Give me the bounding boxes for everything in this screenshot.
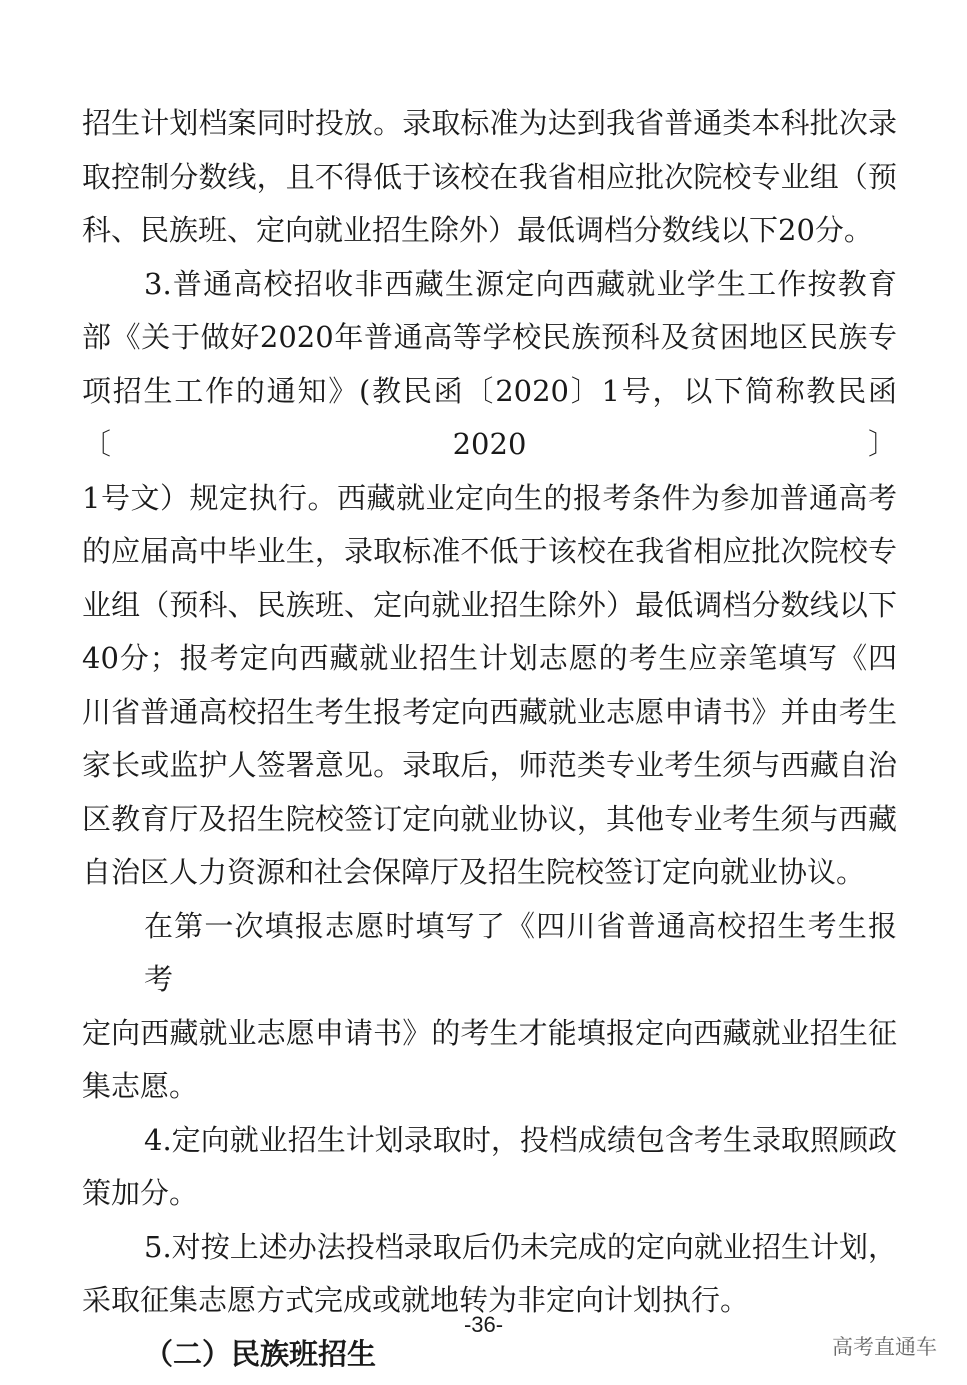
text-line: 部《关于做好2020年普通高等学校民族预科及贫困地区民族专 [82,320,897,354]
text-line: 40分；报考定向西藏就业招生计划志愿的考生应亲笔填写《四 [82,641,897,675]
text-line: 川省普通高校招生考生报考定向西藏就业志愿申请书》并由考生 [82,694,897,729]
paragraph-5-start: 5.对按上述办法投档录取后仍未完成的定向就业招生计划， [144,1229,897,1264]
text-line: 区教育厅及招生院校签订定向就业协议，其他专业考生须与西藏 [82,801,897,836]
document-body [82,97,897,1381]
text-line: 家长或监护人签署意见。录取后，师范类专业考生须与西藏自治 [82,748,897,782]
page-number: -36- [463,1312,504,1337]
text-line: 取控制分数线，且不得低于该校在我省相应批次院校专业组（预 [82,159,897,194]
paragraph-start: 在第一次填报志愿时填写了《四川省普通高校招生考生报考 [144,908,897,996]
text-line: 科、民族班、定向就业招生除外）最低调档分数线以下20分。 [82,213,873,247]
text-line: 自治区人力资源和社会保障厅及招生院校签订定向就业协议。 [82,855,866,889]
watermark: 高考直通车 [832,1335,937,1359]
text-line: 采取征集志愿方式完成或就地转为非定向计划执行。 [82,1283,750,1317]
section-heading: （二）民族班招生 [144,1336,377,1371]
text-line: 1号文）规定执行。西藏就业定向生的报考条件为参加普通高考 [82,480,897,515]
text-line: 定向西藏就业志愿申请书》的考生才能填报定向西藏就业招生征 [82,1015,897,1050]
paragraph-4-start: 4.定向就业招生计划录取时，投档成绩包含考生录取照顾政 [144,1122,897,1157]
text-line: 业组（预科、民族班、定向就业招生除外）最低调档分数线以下 [82,587,897,622]
text-line: 项招生工作的通知》(教民函〔2020〕1号，以下简称教民函〔2020〕 [82,373,897,461]
text-line: 策加分。 [82,1176,199,1210]
text-line: 的应届高中毕业生，录取标准不低于该校在我省相应批次院校专 [82,534,897,568]
text-line: 招生计划档案同时投放。录取标准为达到我省普通类本科批次录 [82,106,897,140]
paragraph-3-start: 3.普通高校招收非西藏生源定向西藏就业学生工作按教育 [144,266,897,301]
text-line: 集志愿。 [82,1069,199,1103]
